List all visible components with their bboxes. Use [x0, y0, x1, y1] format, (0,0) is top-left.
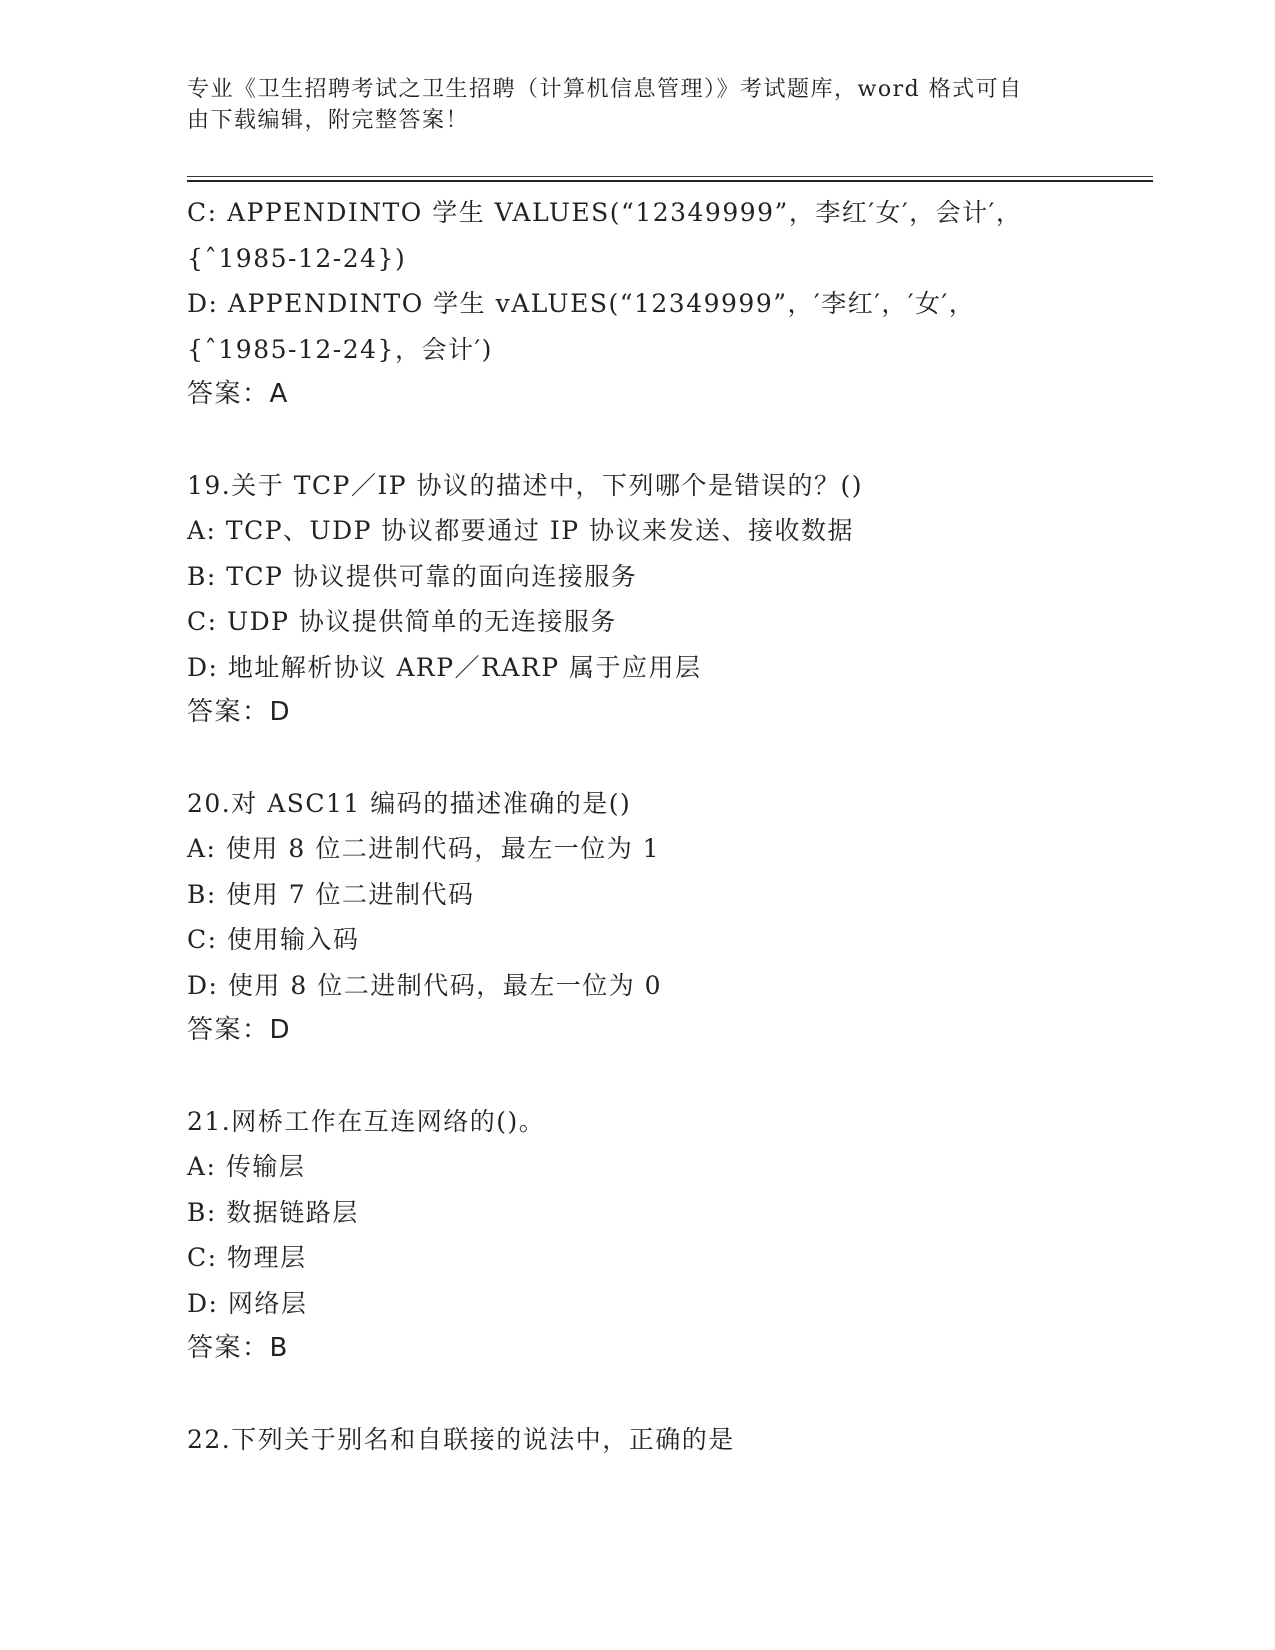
- answer-line: 答案：D: [187, 1015, 292, 1045]
- option-c-line-2: {ˆ1985-12-24}): [187, 243, 407, 273]
- option-c: C: 物理层: [187, 1243, 307, 1272]
- answer-line: 答案：D: [187, 697, 292, 727]
- question-body: [187, 190, 1147, 1462]
- option-a: A: 传输层: [187, 1152, 306, 1181]
- question-stem: 20.对 ASC11 编码的描述准确的是(): [187, 788, 632, 818]
- option-d: D: 网络层: [187, 1288, 308, 1318]
- header-line-1: 专业《卫生招聘考试之卫生招聘（计算机信息管理）》考试题库，word 格式可自: [187, 77, 1023, 102]
- answer-line: 答案：B: [187, 1333, 289, 1363]
- option-d-line-1: D: APPENDINTO 学生 vALUES(“12349999”，′李红′，′女′，: [187, 289, 976, 318]
- question-21: [187, 1099, 1147, 1372]
- question-stem: 22.下列关于别名和自联接的说法中，正确的是: [187, 1424, 735, 1454]
- option-d-line-2: {ˆ1985-12-24}，会计′): [187, 334, 493, 364]
- question-stem: 19.关于 TCP／IP 协议的描述中，下列哪个是错误的？(): [187, 470, 863, 500]
- option-a: A: TCP、UDP 协议都要通过 IP 协议来发送、接收数据: [187, 516, 855, 545]
- option-d: D: 地址解析协议 ARP／RARP 属于应用层: [187, 652, 702, 682]
- question-18-continued: [187, 190, 1147, 418]
- option-b: B: 数据链路层: [187, 1197, 359, 1227]
- question-stem: 21.网桥工作在互连网络的()。: [187, 1106, 546, 1136]
- option-d: D: 使用 8 位二进制代码，最左一位为 0: [187, 970, 663, 1000]
- option-b: B: 使用 7 位二进制代码: [187, 879, 475, 909]
- question-19: [187, 463, 1147, 736]
- header-line-2: 由下载编辑，附完整答案！: [187, 108, 470, 133]
- question-22: [187, 1417, 1147, 1463]
- header-rule-thick: [187, 180, 1153, 182]
- header-rule-thin: [187, 176, 1153, 177]
- option-b: B: TCP 协议提供可靠的面向连接服务: [187, 561, 638, 591]
- option-a: A: 使用 8 位二进制代码，最左一位为 1: [187, 834, 661, 863]
- question-20: [187, 781, 1147, 1054]
- option-c: C: UDP 协议提供简单的无连接服务: [187, 607, 617, 636]
- answer-line: 答案：A: [187, 379, 289, 409]
- option-c: C: 使用输入码: [187, 925, 360, 954]
- document-header: [187, 74, 1087, 136]
- option-c-line-1: C: APPENDINTO 学生 VALUES(“12349999”，李红′女′，会计′，: [187, 198, 1023, 227]
